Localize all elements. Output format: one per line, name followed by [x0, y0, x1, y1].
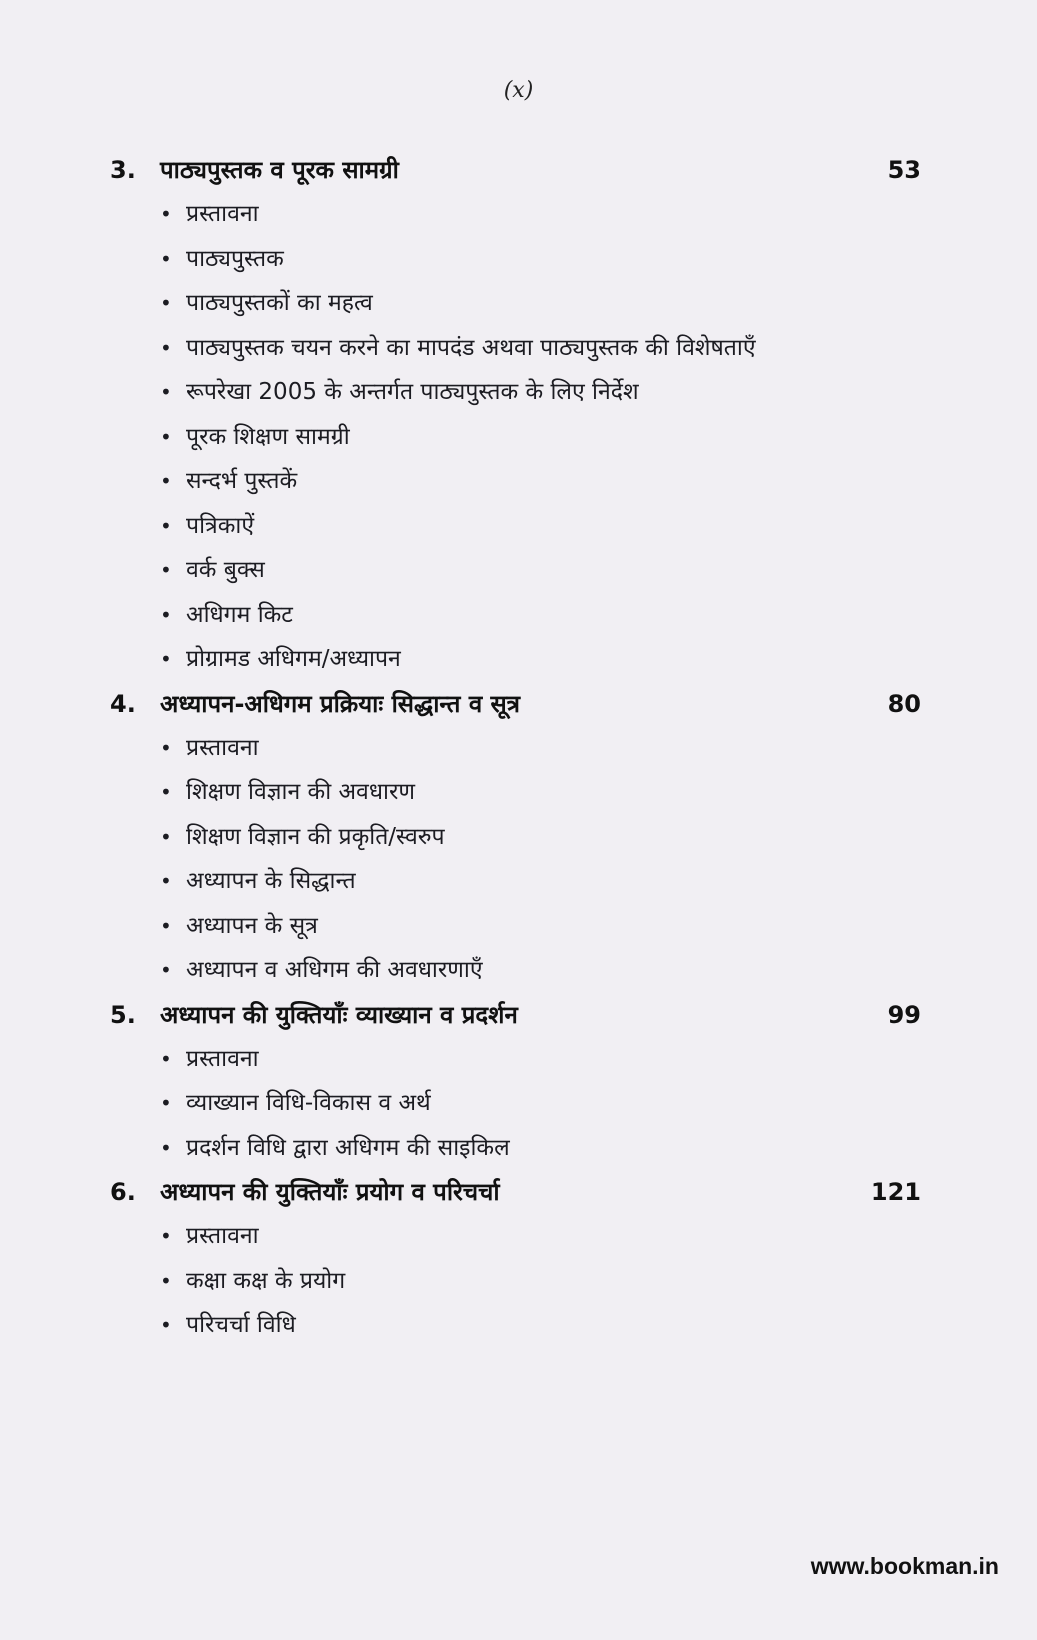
- chapter-page-number: 99: [887, 1000, 921, 1029]
- topic-item: • परिचर्चा विधि: [0, 1303, 1037, 1348]
- topic-item: • पत्रिकाऐं: [0, 504, 1037, 549]
- topic-item: • शिक्षण विज्ञान की प्रकृति/स्वरुप: [0, 815, 1037, 860]
- topic-list: [0, 192, 1037, 682]
- chapter-title: अध्यापन-अधिगम प्रक्रियाः सिद्धान्त व सूत्र: [160, 689, 521, 718]
- topic-item: • प्रस्तावना: [0, 1037, 1037, 1082]
- topic-item: • प्रस्तावना: [0, 192, 1037, 237]
- topic-item: • प्रोग्रामड अधिगम/अध्यापन: [0, 637, 1037, 682]
- chapter-number: 5.: [110, 1000, 136, 1029]
- topic-item: • अधिगम किट: [0, 593, 1037, 638]
- chapter-section: [0, 993, 1037, 1171]
- chapter-section: [0, 148, 1037, 682]
- topic-list: [0, 726, 1037, 993]
- topic-item: • प्रदर्शन विधि द्वारा अधिगम की साइकिल: [0, 1126, 1037, 1171]
- topic-item: • अध्यापन के सूत्र: [0, 904, 1037, 949]
- topic-item: • पाठ्यपुस्तकों का महत्व: [0, 281, 1037, 326]
- chapter-title: अध्यापन की युक्तियाँः व्याख्यान व प्रदर्शन: [160, 1000, 518, 1029]
- topic-item: • अध्यापन के सिद्धान्त: [0, 859, 1037, 904]
- table-of-contents: [0, 148, 1037, 1348]
- topic-item: • पूरक शिक्षण सामग्री: [0, 415, 1037, 460]
- topic-item: • व्याख्यान विधि-विकास व अर्थ: [0, 1081, 1037, 1126]
- chapter-page-number: 53: [887, 156, 921, 184]
- chapter-page-number: 121: [870, 1178, 921, 1206]
- footer-website: www.bookman.in: [810, 1553, 999, 1579]
- topic-list: [0, 1214, 1037, 1348]
- chapter-number: 4.: [110, 689, 136, 718]
- chapter-section: [0, 1170, 1037, 1348]
- chapter-number: 6.: [110, 1178, 136, 1206]
- chapter-heading: [0, 993, 1037, 1037]
- topic-item: • प्रस्तावना: [0, 726, 1037, 771]
- page-number: (x): [503, 78, 534, 103]
- topic-list: [0, 1037, 1037, 1171]
- chapter-heading: [0, 1170, 1037, 1214]
- topic-item: • प्रस्तावना: [0, 1214, 1037, 1259]
- topic-item: • वर्क बुक्स: [0, 548, 1037, 593]
- topic-item: • अध्यापन व अधिगम की अवधारणाएँ: [0, 948, 1037, 993]
- topic-item: • कक्षा कक्ष के प्रयोग: [0, 1259, 1037, 1304]
- topic-item: • शिक्षण विज्ञान की अवधारण: [0, 770, 1037, 815]
- topic-item: • पाठ्यपुस्तक: [0, 237, 1037, 282]
- topic-item: • सन्दर्भ पुस्तकें: [0, 459, 1037, 504]
- chapter-title: पाठ्यपुस्तक व पूरक सामग्री: [160, 156, 399, 184]
- chapter-heading: [0, 148, 1037, 192]
- topic-item: • पाठ्यपुस्तक चयन करने का मापदंड अथवा पाठ्यपुस्तक की विशेषताएँ: [0, 326, 1037, 371]
- chapter-heading: [0, 682, 1037, 726]
- topic-item: • रूपरेखा 2005 के अन्तर्गत पाठ्यपुस्तक के लिए निर्देश: [0, 370, 1037, 415]
- chapter-number: 3.: [110, 156, 136, 184]
- chapter-section: [0, 682, 1037, 993]
- chapter-page-number: 80: [887, 689, 921, 718]
- chapter-title: अध्यापन की युक्तियाँः प्रयोग व परिचर्चा: [160, 1178, 500, 1206]
